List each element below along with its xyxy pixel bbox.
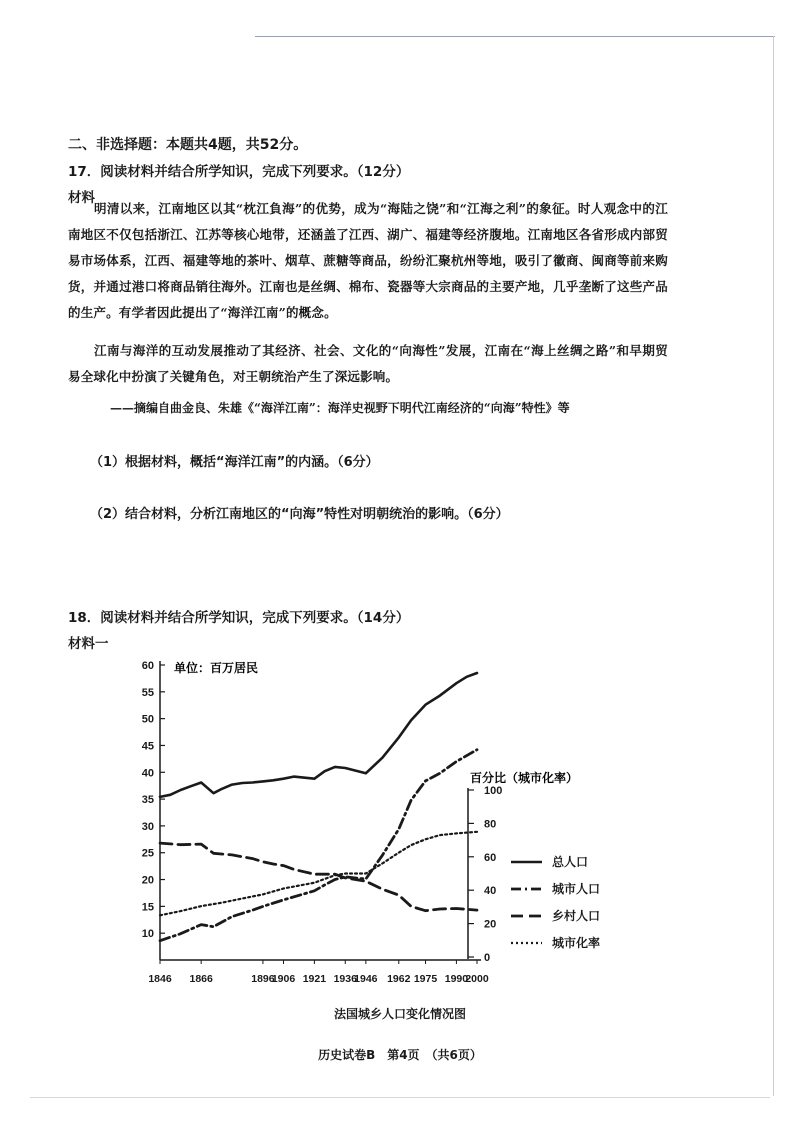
- right-tick-label: 60: [484, 851, 497, 864]
- right-tick-label: 20: [484, 918, 497, 931]
- question-17-material-label: 材料: [68, 190, 95, 206]
- section-header: 二、非选择题：本题共4题，共52分。: [68, 137, 308, 153]
- question-17-title: 17．阅读材料并结合所学知识，完成下列要求。（12分）: [68, 164, 410, 180]
- legend-label-4: 城市化率: [552, 936, 601, 950]
- left-tick-label: 40: [141, 767, 154, 780]
- legend-label-3: 乡村人口: [552, 909, 601, 923]
- chart-lines: [160, 673, 477, 941]
- chart-caption: 法国城乡人口变化情况图: [333, 1007, 466, 1021]
- right-tick-label: 40: [484, 885, 497, 898]
- left-tick-label: 20: [141, 874, 154, 887]
- question-17-paragraph-2: 江南与海洋的互动发展推动了其经济、社会、文化的“向海性”发展，江南在“海上丝绸之路”和早期贸易全球化中扮演了关键角色，对王朝统治产生了深远影响。: [68, 343, 668, 384]
- legend-label-1: 总人口: [552, 855, 589, 869]
- question-18-title: 18．阅读材料并结合所学知识，完成下列要求。（14分）: [68, 610, 410, 626]
- left-tick-label: 25: [141, 847, 154, 860]
- left-tick-label: 30: [141, 820, 154, 833]
- x-tick-label: 1990: [444, 973, 469, 985]
- left-tick-label: 45: [141, 740, 154, 753]
- right-tick-label: 80: [484, 818, 497, 831]
- x-tick-label: 1906: [271, 973, 296, 985]
- series-line-3: [160, 843, 477, 911]
- x-tick-label: 1846: [148, 973, 172, 985]
- x-tick-label: 1921: [302, 973, 327, 985]
- right-tick-label: 0: [484, 952, 491, 964]
- x-tick-label: 1975: [413, 973, 438, 985]
- left-tick-label: 15: [141, 901, 154, 914]
- x-tick-label: 1866: [189, 973, 213, 985]
- page-footer: 历史试卷B 第4页 （共6页）: [318, 1048, 482, 1062]
- question-17-sub-2: （2）结合材料，分析江南地区的“向海”特性对明朝统治的影响。（6分）: [90, 507, 509, 522]
- x-tick-label: 1936: [333, 973, 357, 985]
- x-tick-label: 2000: [465, 973, 489, 985]
- left-tick-label: 50: [141, 713, 154, 726]
- right-axis-label: 百分比（城市化率）: [470, 771, 579, 785]
- chart-axes: [142, 660, 503, 985]
- legend-label-2: 城市人口: [552, 882, 601, 896]
- question-17-source: ——摘编自曲金良、朱雄《“海洋江南”：海洋史视野下明代江南经济的“向海”特性》等: [110, 401, 570, 415]
- x-tick-label: 1896: [251, 973, 275, 985]
- left-tick-label: 55: [141, 686, 154, 699]
- question-18-material-label: 材料一: [68, 636, 109, 652]
- right-tick-label: 100: [484, 785, 503, 797]
- left-axis-unit-label: 单位：百万居民: [174, 661, 259, 675]
- question-17-sub-1: （1）根据材料，概括“海洋江南”的内涵。（6分）: [90, 455, 379, 470]
- left-tick-label: 10: [141, 928, 154, 941]
- series-line-2: [160, 750, 477, 941]
- left-tick-label: 35: [141, 794, 154, 807]
- chart-legend: [511, 854, 600, 950]
- x-tick-label: 1946: [354, 973, 378, 985]
- x-tick-label: 1962: [387, 973, 411, 985]
- question-17-paragraph-1: 明清以来，江南地区以其“枕江負海”的优势，成为“海陆之饶”和“江海之利”的象征。时人观念中的江南地区不仅包括浙江、江苏等核心地带，还涵盖了江西、湖广、福建等经济腹地。江南地区各省形成内部贸易市场体系，江西、福建等地的茶叶、烟草、蔗糖等商品，纷纷汇聚杭州等地，吸引了徽商、闽商等前来购货，并通过港口将商品销往海外。江南也是丝绸、棉布、瓷器等大宗商品的主要产地，几乎垄断了这些产品的生产。有学者因此提出了“海洋江南”的概念。: [68, 201, 668, 320]
- left-tick-label: 60: [141, 660, 154, 672]
